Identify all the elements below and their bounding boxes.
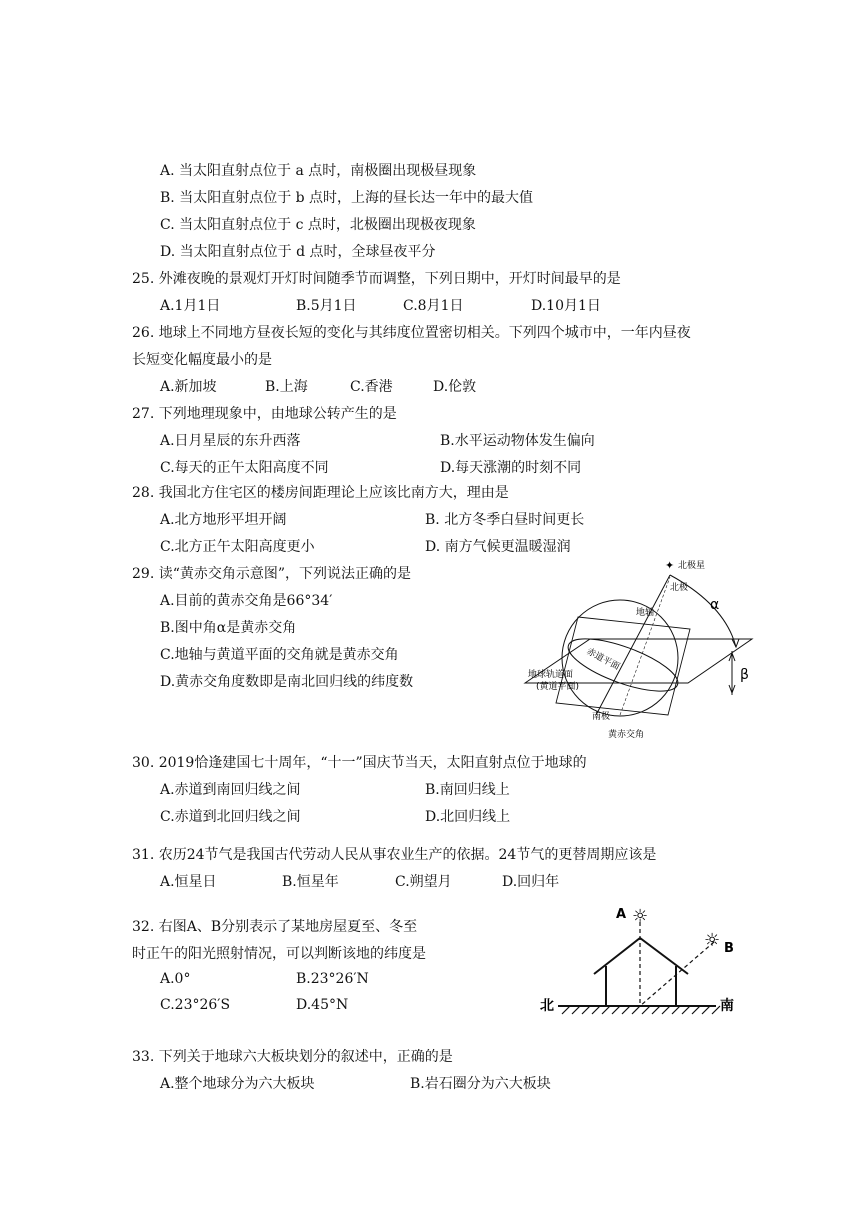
q28-option-d: D. 南方气候更温暖湿润	[425, 539, 571, 555]
q28-option-a: A.北方地形平坦开阔	[160, 512, 287, 528]
q26-option-c: C.香港	[350, 379, 393, 395]
q32-option-d: D.45°N	[296, 997, 349, 1013]
q26-stem-line2: 长短变化幅度最小的是	[132, 352, 272, 368]
q29-option-a: A.目前的黄赤交角是66°34′	[160, 593, 333, 609]
q25-option-c: C.8月1日	[403, 298, 464, 314]
q27-option-a: A.日月星辰的东升西落	[160, 433, 301, 449]
south-label: 南	[720, 998, 734, 1014]
q24-option-d: D. 当太阳直射点位于 d 点时，全球昼夜平分	[160, 244, 436, 260]
q30-option-a: A.赤道到南回归线之间	[160, 782, 301, 798]
q30-stem: 30. 2019恰逢建国七十周年，“十一”国庆节当天，太阳直射点位于地球的	[132, 755, 587, 771]
q32-option-b: B.23°26′N	[296, 971, 369, 987]
q33-option-a: A.整个地球分为六大板块	[160, 1076, 315, 1092]
q28-option-b: B. 北方冬季白昼时间更长	[425, 512, 585, 528]
north-label: 北	[540, 998, 554, 1014]
sun-a-icon: ☼	[632, 906, 649, 927]
q27-option-b: B.水平运动物体发生偏向	[440, 433, 595, 449]
q31-option-c: C.朔望月	[395, 874, 452, 890]
q27-option-c: C.每天的正午太阳高度不同	[160, 460, 329, 476]
q31-stem: 31. 农历24节气是我国古代劳动人民从事农业生产的依据。24节气的更替周期应该是	[132, 847, 657, 863]
q29-stem: 29. 读“黄赤交角示意图”，下列说法正确的是	[132, 566, 412, 582]
north-star-label: 北极星	[678, 561, 706, 571]
orbit-plane-label-2: (黄道平面)	[536, 682, 580, 692]
q29-option-c: C.地轴与黄道平面的交角就是黄赤交角	[160, 647, 399, 663]
obliquity-diagram	[520, 555, 760, 745]
orbit-plane-label-1: 地球轨道面	[528, 670, 574, 680]
q31-option-b: B.恒星年	[282, 874, 339, 890]
q28-stem: 28. 我国北方住宅区的楼房间距理论上应该比南方大，理由是	[132, 485, 509, 501]
q26-stem-line1: 26. 地球上不同地方昼夜长短的变化与其纬度位置密切相关。下列四个城市中，一年内昼夜	[132, 325, 691, 341]
q31-option-a: A.恒星日	[160, 874, 217, 890]
q32-stem-line1: 32. 右图A、B分别表示了某地房屋夏至、冬至	[132, 919, 418, 935]
sun-b-icon: ☼	[704, 930, 721, 951]
label-a: A	[616, 907, 627, 922]
q33-stem: 33. 下列关于地球六大板块划分的叙述中，正确的是	[132, 1049, 453, 1065]
label-b: B	[724, 941, 734, 956]
q25-option-b: B.5月1日	[296, 298, 357, 314]
q31-option-d: D.回归年	[502, 874, 560, 890]
q30-option-d: D.北回归线上	[425, 809, 511, 825]
q30-option-b: B.南回归线上	[425, 782, 510, 798]
q32-option-c: C.23°26′S	[160, 997, 231, 1013]
q26-option-b: B.上海	[265, 379, 308, 395]
q24-option-b: B. 当太阳直射点位于 b 点时，上海的昼长达一年中的最大值	[160, 190, 534, 206]
q25-stem: 25. 外滩夜晚的景观灯开灯时间随季节而调整，下列日期中，开灯时间最早的是	[132, 271, 621, 287]
alpha-label: α	[710, 597, 720, 613]
q24-option-a: A. 当太阳直射点位于 a 点时，南极圈出现极昼现象	[160, 163, 477, 179]
q29-option-d: D.黄赤交角度数即是南北回归线的纬度数	[160, 674, 414, 690]
q26-option-d: D.伦敦	[433, 379, 477, 395]
q25-option-a: A.1月1日	[160, 298, 221, 314]
q28-option-c: C.北方正午太阳高度更小	[160, 539, 315, 555]
q24-option-c: C. 当太阳直射点位于 c 点时，北极圈出现极夜现象	[160, 217, 476, 233]
north-pole-label: 北极	[670, 583, 689, 593]
house-sunlight-diagram	[536, 900, 746, 1020]
diagram-caption: 黄赤交角	[608, 730, 645, 740]
q32-option-a: A.0°	[160, 971, 191, 987]
q26-option-a: A.新加坡	[160, 379, 217, 395]
q27-stem: 27. 下列地理现象中，由地球公转产生的是	[132, 406, 397, 422]
q29-option-b: B.图中角α是黄赤交角	[160, 620, 297, 636]
q33-option-b: B.岩石圈分为六大板块	[410, 1076, 551, 1092]
q25-option-d: D.10月1日	[531, 298, 601, 314]
q32-stem-line2: 时正午的阳光照射情况，可以判断该地的纬度是	[132, 946, 426, 962]
north-star-star-icon: ✦	[665, 559, 675, 572]
equator-plane-label: 赤道平面	[584, 646, 622, 673]
q27-option-d: D.每天涨潮的时刻不同	[440, 460, 582, 476]
q30-option-c: C.赤道到北回归线之间	[160, 809, 301, 825]
beta-label: β	[740, 667, 749, 683]
south-pole-label: 南极	[592, 712, 611, 722]
axis-label: 地轴	[636, 608, 655, 618]
